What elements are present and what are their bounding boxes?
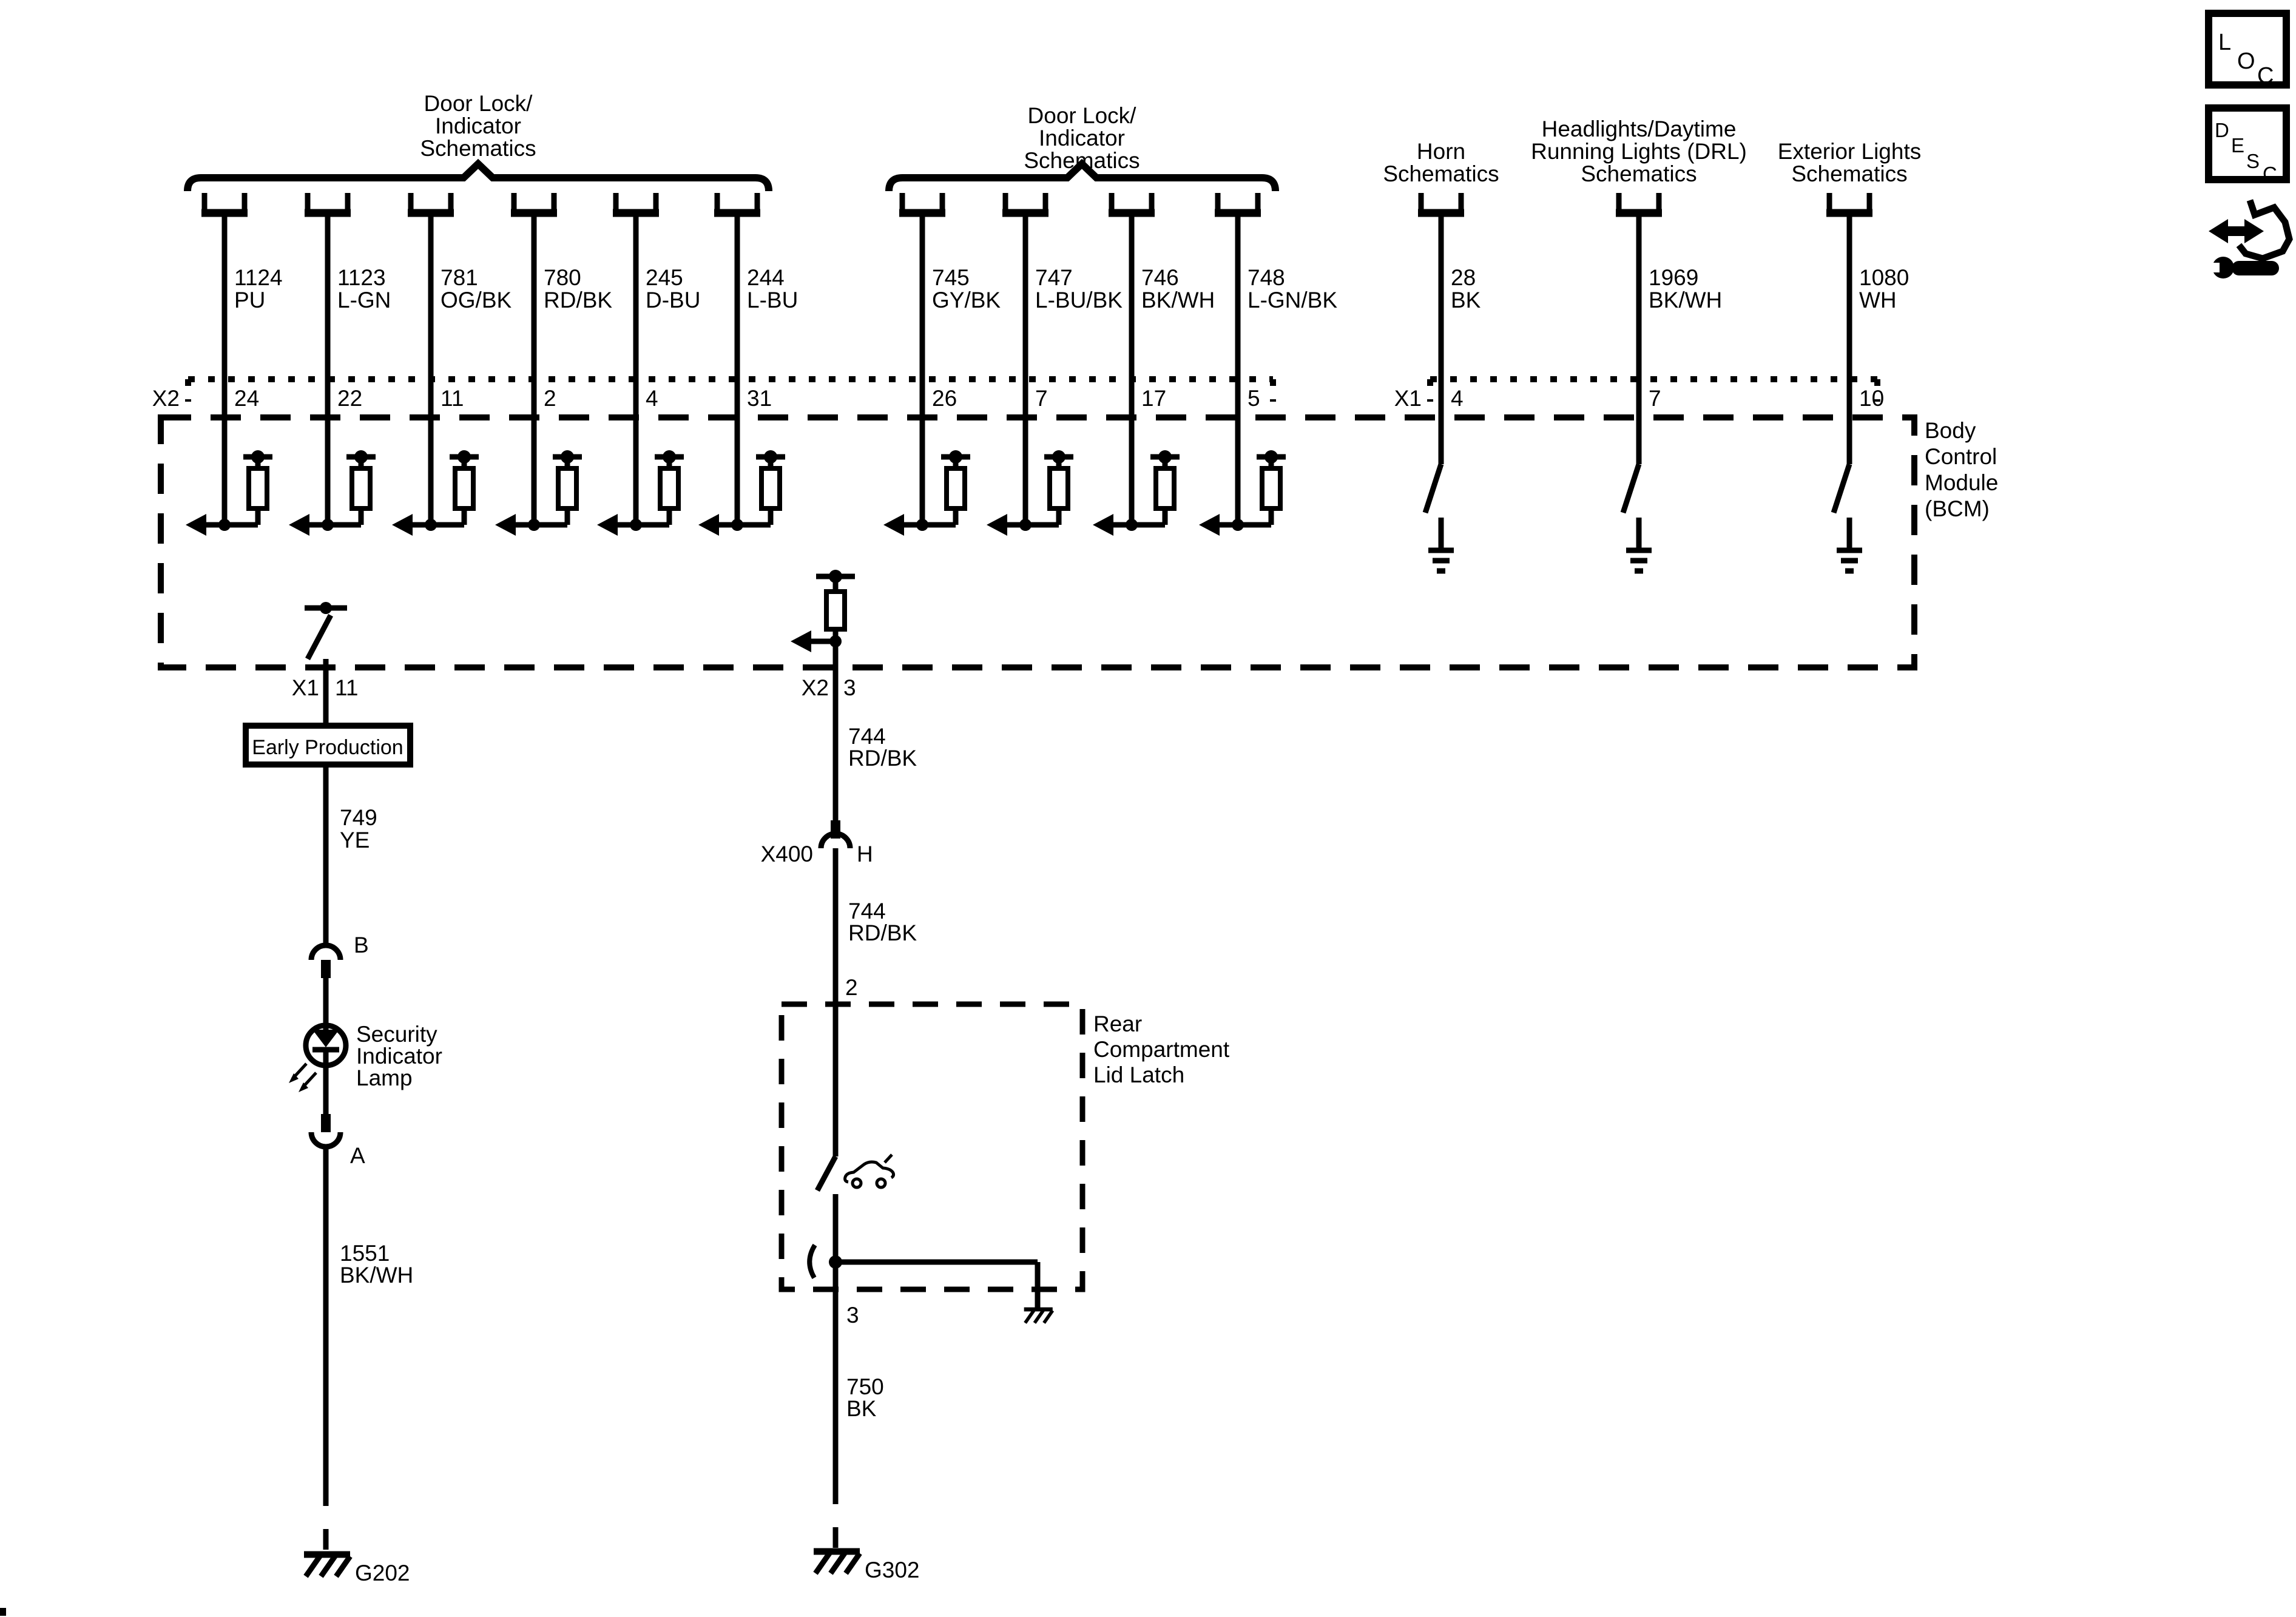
bcm-termination-icon (289, 450, 376, 536)
wire-746 (1093, 193, 1215, 536)
bcm-termination-icon (1093, 450, 1180, 536)
ground-label-g302: G302 (865, 1558, 920, 1582)
connector-stub-icon (1002, 193, 1048, 213)
wire-color: BK/WH (1649, 288, 1723, 312)
x400-pin-label: H (857, 842, 873, 866)
wire-pin: 10 (1859, 386, 1885, 411)
wire-pin: 7 (1035, 386, 1048, 411)
drl-line2: Running Lights (DRL) (1531, 139, 1747, 164)
bcm-termination-icon (495, 450, 582, 536)
bcm-termination-icon (698, 450, 785, 536)
wire-745 (883, 193, 1001, 536)
switch-contact-hook (809, 1245, 815, 1278)
connector-x1-label: X1 (1394, 386, 1422, 411)
switch-blade (817, 1156, 836, 1190)
loc-letter-o: O (2237, 49, 2255, 74)
wire-1123 (289, 193, 391, 536)
wire-circuit: 745 (932, 265, 970, 290)
connector-stub-icon (714, 193, 760, 213)
connector-stub-icon (1109, 193, 1155, 213)
wire-circuit: 1969 (1649, 265, 1699, 290)
bcm-termination-icon (597, 450, 684, 536)
wire-circuit: 1123 (337, 265, 386, 290)
switch-blade (1623, 464, 1639, 513)
security-lamp-branch (246, 602, 442, 1585)
loc-letter-c: C (2257, 63, 2274, 89)
source-label-door-lock-2 (889, 103, 1275, 191)
exterior-line2: Schematics (1791, 161, 1908, 186)
wire-color: YE (340, 828, 370, 852)
drl-line3: Schematics (1581, 161, 1697, 186)
connector-stub-icon (511, 193, 557, 213)
inline-connector-icon (311, 1132, 340, 1147)
wire-color: D-BU (646, 288, 701, 312)
wire-color: PU (234, 288, 266, 312)
inline-connector-pin-icon (321, 960, 331, 978)
source-label-exterior-lights (1778, 139, 1922, 186)
desc-letter-d: D (2215, 119, 2229, 141)
wire-circuit: 1080 (1859, 265, 1909, 290)
wire-color: GY/BK (932, 288, 1001, 312)
lamp-label-line2: Indicator (356, 1044, 442, 1068)
splice-a-label: A (350, 1143, 365, 1168)
wire-circuit: 781 (441, 265, 478, 290)
horn-line2: Schematics (1383, 161, 1499, 186)
bcm-termination-icon (883, 450, 970, 536)
connector-stub-icon (201, 193, 248, 213)
wire-circuit: 748 (1248, 265, 1285, 290)
connector-stub-icon (1418, 193, 1464, 213)
wire-color: L-GN (337, 288, 391, 312)
wire-circuit: 780 (544, 265, 581, 290)
wire-pin: 17 (1141, 386, 1167, 411)
wire-color: BK/WH (340, 1263, 414, 1288)
wire-pin: 5 (1248, 386, 1260, 411)
connector-stub-icon (1826, 193, 1872, 213)
wire-pin: 24 (234, 386, 260, 411)
desc-letter-e: E (2231, 134, 2245, 157)
door-lock-1-line2: Indicator (435, 113, 521, 138)
wire-color: BK (846, 1396, 877, 1421)
service-tool-icon[interactable] (2207, 200, 2289, 279)
loc-letter-l: L (2218, 30, 2232, 55)
bcm-termination-icon (392, 450, 479, 536)
wire-circuit: 245 (646, 265, 683, 290)
output-pin-label: 3 (843, 675, 856, 700)
wire-color: L-GN/BK (1248, 288, 1338, 312)
ground-label-g202: G202 (355, 1561, 410, 1585)
connector-stub-icon (1215, 193, 1261, 213)
bcm-termination-icon (987, 450, 1073, 536)
connector-stub-icon (613, 193, 659, 213)
output-conn-label: X1 (291, 675, 319, 700)
splice-b-label: B (354, 933, 369, 957)
horn-line1: Horn (1416, 139, 1466, 164)
door-lock-2-line2: Indicator (1039, 126, 1125, 150)
ground-icon (1428, 550, 1454, 571)
lamp-label-line3: Lamp (356, 1065, 413, 1090)
lid-latch-branch (761, 570, 1230, 1582)
x400-label: X400 (760, 842, 813, 866)
ground-icon (814, 1551, 860, 1573)
wire-781 (392, 193, 512, 536)
wire-pin: 7 (1649, 386, 1661, 411)
connector-x2-label: X2 (152, 386, 180, 411)
brace-door-lock-2 (889, 164, 1275, 191)
output-pin-label: 11 (335, 675, 359, 700)
connector-row-x2 (152, 379, 1273, 411)
connector-stub-icon (408, 193, 454, 213)
wire-1124 (186, 193, 283, 536)
wire-color: WH (1859, 288, 1897, 312)
wire-color: BK/WH (1141, 288, 1215, 312)
lamp-label-line1: Security (356, 1022, 437, 1047)
wire-pin: 31 (747, 386, 772, 411)
latch-label-line3: Lid Latch (1093, 1062, 1185, 1087)
wire-color: RD/BK (848, 746, 917, 771)
bcm-termination-icon (186, 450, 272, 536)
source-label-door-lock-1 (187, 91, 769, 191)
ground-icon (1024, 1309, 1053, 1323)
connector-row-x1 (1394, 379, 1877, 411)
connector-stub-icon (1616, 193, 1662, 213)
wire-pin: 4 (646, 386, 658, 411)
wire-747 (987, 193, 1123, 536)
wire-pin: 22 (337, 386, 363, 411)
exterior-line1: Exterior Lights (1777, 139, 1922, 164)
source-label-drl (1531, 116, 1747, 186)
wire-pin: 2 (544, 386, 556, 411)
ground-icon (304, 1555, 350, 1576)
wire-1080 (1826, 193, 1909, 571)
wire-color: RD/BK (544, 288, 613, 312)
desc-letter-s: S (2246, 150, 2260, 172)
lid-latch-box (782, 1004, 1082, 1289)
wire-color: L-BU/BK (1035, 288, 1123, 312)
source-label-horn (1383, 139, 1499, 186)
desc-badge[interactable] (2209, 108, 2286, 185)
page-mark (0, 1608, 6, 1616)
wire-748 (1199, 193, 1337, 536)
wire-circuit: 28 (1451, 265, 1476, 290)
trunk-car-icon (845, 1155, 894, 1187)
ground-icon (1837, 550, 1862, 571)
ground-icon (1626, 550, 1652, 571)
latch-label-line1: Rear (1093, 1011, 1143, 1036)
door-lock-1-line3: Schematics (420, 136, 536, 161)
latch-label-line2: Compartment (1093, 1037, 1230, 1062)
inline-connector-icon (821, 834, 850, 848)
brace-door-lock-1 (187, 164, 769, 191)
drl-line1: Headlights/Daytime (1541, 116, 1737, 141)
wire-color: OG/BK (441, 288, 512, 312)
desc-letter-c: C (2263, 163, 2277, 185)
wire-245 (597, 193, 700, 536)
door-lock-2-line1: Door Lock/ (1027, 103, 1136, 128)
wire-pin: 26 (932, 386, 957, 411)
bcm-name-line1: Body (1925, 418, 1976, 443)
connector-stub-icon (305, 193, 351, 213)
wire-circuit: 744 (848, 724, 886, 749)
door-lock-1-line1: Door Lock/ (424, 91, 533, 116)
latch-pin2-label: 2 (845, 975, 858, 1000)
wire-circuit: 244 (747, 265, 785, 290)
door-lock-2-line3: Schematics (1024, 148, 1140, 173)
bcm-name-line4: (BCM) (1925, 496, 1990, 521)
wire-color: BK (1451, 288, 1481, 312)
wire-circuit: 749 (340, 805, 377, 830)
bcm-module-box (161, 417, 1998, 667)
wire-circuit: 1551 (340, 1241, 390, 1266)
bcm-termination-icon (1199, 450, 1286, 536)
wire-pin: 11 (441, 386, 464, 411)
loc-badge[interactable] (2209, 13, 2286, 89)
wire-color: L-BU (747, 288, 799, 312)
switch-blade (308, 615, 331, 659)
wire-circuit: 744 (848, 899, 886, 923)
inline-connector-pin-icon (321, 1114, 331, 1132)
wire-pin: 4 (1451, 386, 1464, 411)
wire-circuit: 1124 (234, 265, 283, 290)
wire-circuit: 747 (1035, 265, 1073, 290)
wire-circuit: 746 (1141, 265, 1179, 290)
connector-stub-icon (899, 193, 945, 213)
wire-circuit: 750 (846, 1374, 884, 1399)
switch-blade (1834, 464, 1849, 513)
security-indicator-lamp-icon (289, 1025, 346, 1092)
wire-color: RD/BK (848, 920, 917, 945)
bcm-name-line3: Module (1925, 470, 1999, 495)
latch-pin3-label: 3 (846, 1303, 859, 1328)
output-conn-label: X2 (801, 675, 829, 700)
bcm-name-line2: Control (1925, 444, 1997, 469)
switch-blade (1425, 464, 1441, 513)
wire-780 (495, 193, 612, 536)
wire-244 (698, 193, 798, 536)
early-production-label: Early Production (252, 736, 403, 759)
inline-connector-icon (311, 945, 340, 960)
